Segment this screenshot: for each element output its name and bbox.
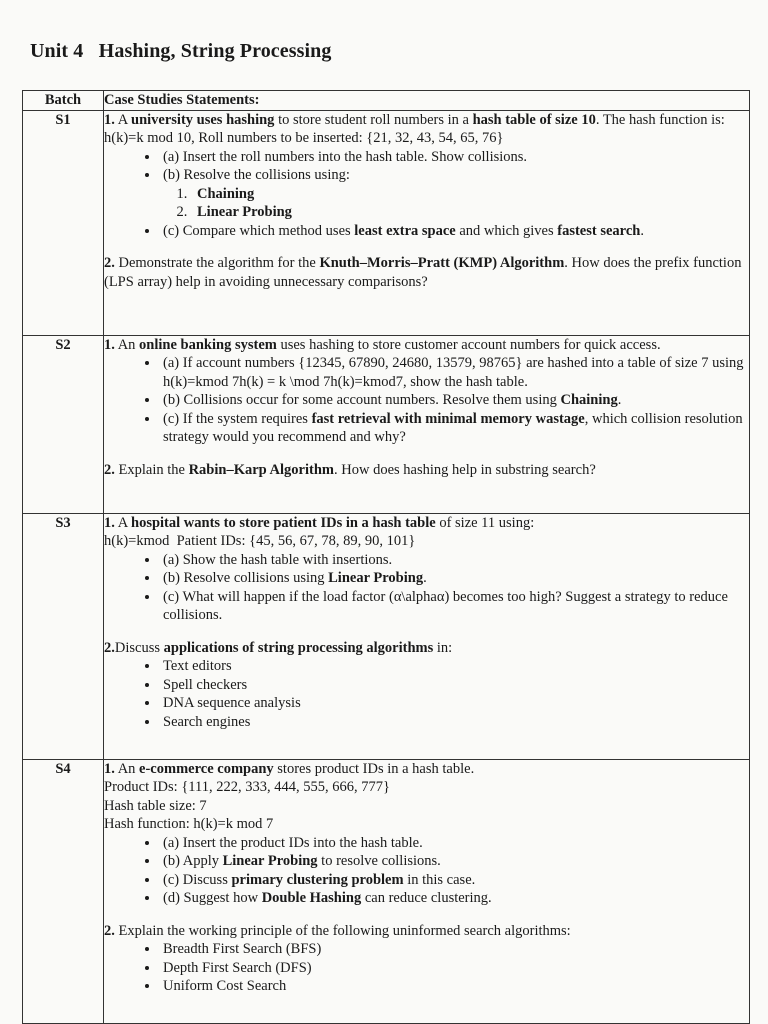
part-a: • (a) Insert the roll numbers into the hash table. Show collisions. <box>160 148 749 167</box>
batch-label-s4: S4 <box>23 759 104 1023</box>
list-item: • Uniform Cost Search <box>160 977 749 996</box>
question-1-parts <box>104 551 749 625</box>
part-b: • (b) Collisions occur for some account numbers. Resolve them using Chaining. <box>160 391 749 410</box>
case-statement-s3 <box>104 513 750 759</box>
case-statement-s4 <box>104 759 750 1023</box>
case-statement-s1 <box>104 110 750 335</box>
product-ids-line: Product IDs: {111, 222, 333, 444, 555, 666, 777} <box>104 779 390 795</box>
table-row-s2 <box>23 335 750 513</box>
question-2: 2. Explain the working principle of the following uninformed search algorithms: <box>104 922 571 939</box>
part-a: • (a) If account numbers {12345, 67890, 24680, 13579, 98765} are hashed into a table of size 7 using h(k)=kmod 7h(k) = k \mod 7h(k)=kmod7, show the hash table. <box>160 354 749 391</box>
batch-label-s1: S1 <box>23 110 104 335</box>
part-c: • (c) What will happen if the load factor (α\alphaα) becomes too high? Suggest a strategy to reduce collisions. <box>160 588 749 625</box>
list-item: • DNA sequence analysis <box>160 694 749 713</box>
resolution-methods <box>163 185 749 222</box>
question-1: 1. An e-commerce company stores product IDs in a hash table. <box>104 760 475 777</box>
batch-label-s3: S3 <box>23 513 104 759</box>
batch-label-s2: S2 <box>23 335 104 513</box>
batch-column-header: Batch <box>23 91 104 111</box>
part-d: • (d) Suggest how Double Hashing can reduce clustering. <box>160 889 749 908</box>
part-b: • (b) Apply Linear Probing to resolve collisions. <box>160 852 749 871</box>
part-c: • (c) If the system requires fast retrieval with minimal memory wastage, which collision resolution strategy would you recommend and why? <box>160 410 749 447</box>
statements-column-header: Case Studies Statements: <box>104 91 750 111</box>
case-statement-s2 <box>104 335 750 513</box>
table-row-s1 <box>23 110 750 335</box>
part-a: • (a) Insert the product IDs into the hash table. <box>160 834 749 853</box>
method-linear-probing: 2. Linear Probing <box>191 203 749 222</box>
question-2: 2. Demonstrate the algorithm for the Knuth–Morris–Pratt (KMP) Algorithm. How does the prefix function (LPS array) help in avoiding unnecessary comparisons? <box>104 255 742 290</box>
question-1: 1. A hospital wants to store patient IDs in a hash table of size 11 using: <box>104 514 535 531</box>
part-b: • (b) Resolve collisions using Linear Probing. <box>160 569 749 588</box>
list-item: • Breadth First Search (BFS) <box>160 940 749 959</box>
question-1: 1. An online banking system uses hashing to store customer account numbers for quick access. <box>104 336 661 353</box>
part-b: • (b) Resolve the collisions using: 1. Chaining 2. Linear Probing <box>160 166 749 222</box>
case-studies-table <box>22 90 750 1024</box>
part-c: • (c) Compare which method uses least extra space and which gives fastest search. <box>160 222 749 241</box>
list-item: • Text editors <box>160 657 749 676</box>
question-2: 2. Explain the Rabin–Karp Algorithm. How does hashing help in substring search? <box>104 461 596 478</box>
patient-ids-line: h(k)=kmod Patient IDs: {45, 56, 67, 78, 89, 90, 101} <box>104 533 416 549</box>
table-row-s3 <box>23 513 750 759</box>
search-algorithms-list <box>104 940 749 996</box>
question-1-parts <box>104 148 749 241</box>
table-row-s4 <box>23 759 750 1023</box>
table-size-line: Hash table size: 7 <box>104 797 207 814</box>
list-item: • Spell checkers <box>160 676 749 695</box>
question-1-parts <box>104 834 749 908</box>
page-title: Unit 4 Hashing, String Processing <box>30 40 332 62</box>
table-header-row <box>23 91 750 111</box>
question-1: 1. A university uses hashing to store student roll numbers in a hash table of size 10. The hash function is: h(k)=k mod 10, Roll numbers to be inserted: {21, 32, 43, 54, 65, 76} <box>104 111 725 146</box>
part-a: • (a) Show the hash table with insertions. <box>160 551 749 570</box>
list-item: • Search engines <box>160 713 749 732</box>
part-c: • (c) Discuss primary clustering problem in this case. <box>160 871 749 890</box>
question-1-parts <box>104 354 749 447</box>
applications-list <box>104 657 749 731</box>
method-chaining: 1. Chaining <box>191 185 749 204</box>
question-2: 2.Discuss applications of string processing algorithms in: <box>104 639 453 656</box>
list-item: • Depth First Search (DFS) <box>160 959 749 978</box>
hash-function-line: Hash function: h(k)=k mod 7 <box>104 816 274 832</box>
